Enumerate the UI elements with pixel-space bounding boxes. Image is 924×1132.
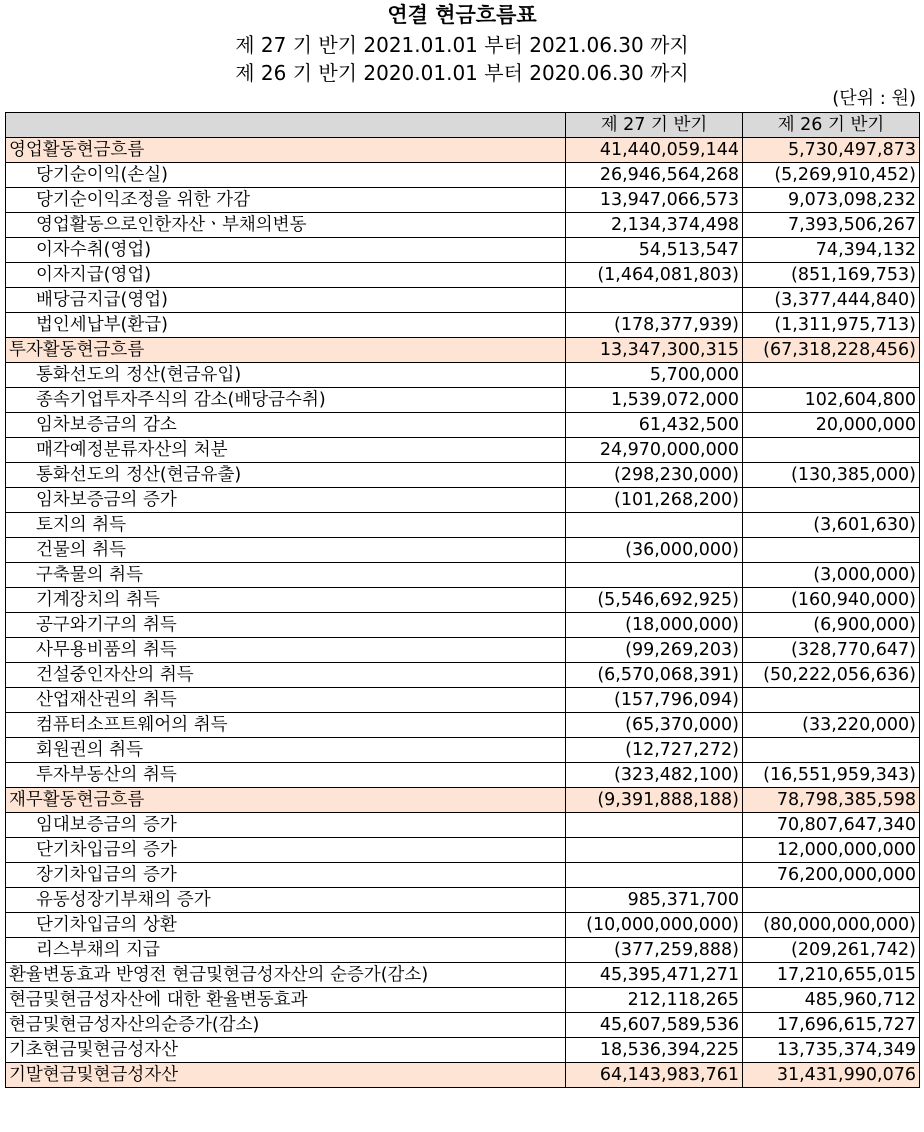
row-prior-value: (50,222,056,636): [743, 663, 920, 688]
table-row: [6, 888, 920, 913]
row-current-value: 985,371,700: [566, 888, 743, 913]
row-prior-value: (67,318,228,456): [743, 338, 920, 363]
row-prior-value: 485,960,712: [743, 988, 920, 1013]
row-current-value: (99,269,203): [566, 638, 743, 663]
row-current-value: [566, 813, 743, 838]
row-label: 건설중인자산의 취득: [6, 663, 566, 688]
row-current-value: (12,727,272): [566, 738, 743, 763]
row-label: 영업활동현금흐름: [6, 138, 566, 163]
row-label: 투자부동산의 취득: [6, 763, 566, 788]
row-prior-value: (851,169,753): [743, 263, 920, 288]
row-label: 리스부채의 지급: [6, 938, 566, 963]
row-label: 기초현금및현금성자산: [6, 1038, 566, 1063]
row-current-value: (36,000,000): [566, 538, 743, 563]
row-prior-value: [743, 363, 920, 388]
row-current-value: (377,259,888): [566, 938, 743, 963]
table-row: [6, 413, 920, 438]
row-prior-value: (3,377,444,840): [743, 288, 920, 313]
row-label: 산업재산권의 취득: [6, 688, 566, 713]
row-label: 건물의 취득: [6, 538, 566, 563]
table-row: [6, 263, 920, 288]
period-prior: 제 26 기 반기 2020.01.01 부터 2020.06.30 까지: [235, 61, 689, 85]
table-row: [6, 213, 920, 238]
table-row: [6, 788, 920, 813]
row-label: 기말현금및현금성자산: [6, 1063, 566, 1088]
table-row: [6, 863, 920, 888]
row-prior-value: (130,385,000): [743, 463, 920, 488]
row-current-value: (178,377,939): [566, 313, 743, 338]
row-current-value: 18,536,394,225: [566, 1038, 743, 1063]
table-row: [6, 988, 920, 1013]
row-label: 통화선도의 정산(현금유출): [6, 463, 566, 488]
row-current-value: [566, 513, 743, 538]
row-prior-value: (33,220,000): [743, 713, 920, 738]
row-current-value: 24,970,000,000: [566, 438, 743, 463]
row-label: 통화선도의 정산(현금유입): [6, 363, 566, 388]
row-prior-value: (209,261,742): [743, 938, 920, 963]
table-row: [6, 938, 920, 963]
row-label: 현금및현금성자산에 대한 환율변동효과: [6, 988, 566, 1013]
table-row: [6, 163, 920, 188]
row-label: 기계장치의 취득: [6, 588, 566, 613]
row-current-value: (323,482,100): [566, 763, 743, 788]
row-current-value: (18,000,000): [566, 613, 743, 638]
row-prior-value: 102,604,800: [743, 388, 920, 413]
row-prior-value: [743, 488, 920, 513]
row-label: 이자수취(영업): [6, 238, 566, 263]
row-prior-value: 76,200,000,000: [743, 863, 920, 888]
row-prior-value: [743, 738, 920, 763]
row-prior-value: (160,940,000): [743, 588, 920, 613]
row-prior-value: 17,210,655,015: [743, 963, 920, 988]
row-label: 구축물의 취득: [6, 563, 566, 588]
table-row: [6, 588, 920, 613]
row-label: 재무활동현금흐름: [6, 788, 566, 813]
row-prior-value: 7,393,506,267: [743, 213, 920, 238]
row-current-value: 26,946,564,268: [566, 163, 743, 188]
row-label: 컴퓨터소프트웨어의 취득: [6, 713, 566, 738]
row-current-value: 5,700,000: [566, 363, 743, 388]
row-current-value: [566, 863, 743, 888]
row-current-value: (9,391,888,188): [566, 788, 743, 813]
row-current-value: 13,947,066,573: [566, 188, 743, 213]
row-prior-value: 12,000,000,000: [743, 838, 920, 863]
table-row: [6, 463, 920, 488]
row-current-value: (101,268,200): [566, 488, 743, 513]
table-row: [6, 388, 920, 413]
table-row: [6, 563, 920, 588]
row-prior-value: [743, 438, 920, 463]
row-prior-value: (3,000,000): [743, 563, 920, 588]
row-label: 배당금지급(영업): [6, 288, 566, 313]
row-prior-value: (16,551,959,343): [743, 763, 920, 788]
table-row: [6, 513, 920, 538]
table-row: [6, 238, 920, 263]
row-label: 법인세납부(환급): [6, 313, 566, 338]
row-label: 현금및현금성자산의순증가(감소): [6, 1013, 566, 1038]
table-row: [6, 963, 920, 988]
row-prior-value: 20,000,000: [743, 413, 920, 438]
row-label: 토지의 취득: [6, 513, 566, 538]
row-label: 단기차입금의 증가: [6, 838, 566, 863]
table-row: [6, 838, 920, 863]
row-label: 임대보증금의 증가: [6, 813, 566, 838]
table-row: [6, 138, 920, 163]
row-label: 사무용비품의 취득: [6, 638, 566, 663]
table-row: [6, 763, 920, 788]
document-title: 연결 현금흐름표: [387, 3, 537, 27]
row-prior-value: (1,311,975,713): [743, 313, 920, 338]
row-current-value: (298,230,000): [566, 463, 743, 488]
row-prior-value: (5,269,910,452): [743, 163, 920, 188]
row-label: 회원권의 취득: [6, 738, 566, 763]
row-prior-value: (3,601,630): [743, 513, 920, 538]
row-prior-value: 78,798,385,598: [743, 788, 920, 813]
row-current-value: 212,118,265: [566, 988, 743, 1013]
table-row: [6, 1063, 920, 1088]
row-prior-value: 31,431,990,076: [743, 1063, 920, 1088]
table-row: [6, 688, 920, 713]
table-row: [6, 288, 920, 313]
row-label: 매각예정분류자산의 처분: [6, 438, 566, 463]
table-row: [6, 663, 920, 688]
row-current-value: 45,395,471,271: [566, 963, 743, 988]
row-prior-value: (328,770,647): [743, 638, 920, 663]
row-current-value: [566, 288, 743, 313]
row-prior-value: 5,730,497,873: [743, 138, 920, 163]
row-label: 임차보증금의 감소: [6, 413, 566, 438]
row-label: 단기차입금의 상환: [6, 913, 566, 938]
row-prior-value: [743, 688, 920, 713]
table-row: [6, 313, 920, 338]
table-row: [6, 338, 920, 363]
table-row: [6, 638, 920, 663]
row-current-value: (6,570,068,391): [566, 663, 743, 688]
row-prior-value: [743, 538, 920, 563]
row-label: 유동성장기부채의 증가: [6, 888, 566, 913]
row-label: 이자지급(영업): [6, 263, 566, 288]
row-current-value: 61,432,500: [566, 413, 743, 438]
table-row: [6, 1013, 920, 1038]
row-prior-value: 74,394,132: [743, 238, 920, 263]
unit-label: (단위 : 원): [832, 88, 916, 109]
table-row: [6, 713, 920, 738]
table-row: [6, 438, 920, 463]
row-label: 환율변동효과 반영전 현금및현금성자산의 순증가(감소): [6, 963, 566, 988]
row-label: 영업활동으로인한자산ㆍ부채의변동: [6, 213, 566, 238]
header-current-period: 제 27 기 반기: [566, 113, 743, 138]
table-row: [6, 613, 920, 638]
table-header-row: [6, 113, 920, 138]
table-body: [6, 138, 920, 1088]
cash-flow-table: [5, 112, 920, 1088]
row-current-value: 1,539,072,000: [566, 388, 743, 413]
row-prior-value: (80,000,000,000): [743, 913, 920, 938]
table-row: [6, 1038, 920, 1063]
row-label: 장기차입금의 증가: [6, 863, 566, 888]
table-row: [6, 488, 920, 513]
row-current-value: 64,143,983,761: [566, 1063, 743, 1088]
row-prior-value: 9,073,098,232: [743, 188, 920, 213]
row-label: 당기순이익(손실): [6, 163, 566, 188]
table-row: [6, 738, 920, 763]
row-label: 임차보증금의 증가: [6, 488, 566, 513]
row-current-value: 54,513,547: [566, 238, 743, 263]
row-current-value: 13,347,300,315: [566, 338, 743, 363]
row-current-value: (1,464,081,803): [566, 263, 743, 288]
row-label: 공구와기구의 취득: [6, 613, 566, 638]
row-prior-value: (6,900,000): [743, 613, 920, 638]
row-current-value: (10,000,000,000): [566, 913, 743, 938]
row-prior-value: 17,696,615,727: [743, 1013, 920, 1038]
table-row: [6, 913, 920, 938]
table-row: [6, 363, 920, 388]
row-current-value: (157,796,094): [566, 688, 743, 713]
row-prior-value: [743, 888, 920, 913]
row-prior-value: 70,807,647,340: [743, 813, 920, 838]
table-row: [6, 188, 920, 213]
row-current-value: [566, 838, 743, 863]
row-label: 투자활동현금흐름: [6, 338, 566, 363]
row-current-value: 45,607,589,536: [566, 1013, 743, 1038]
row-current-value: 2,134,374,498: [566, 213, 743, 238]
header-prior-period: 제 26 기 반기: [743, 113, 920, 138]
row-current-value: 41,440,059,144: [566, 138, 743, 163]
period-current: 제 27 기 반기 2021.01.01 부터 2021.06.30 까지: [235, 33, 689, 57]
row-prior-value: 13,735,374,349: [743, 1038, 920, 1063]
row-label: 종속기업투자주식의 감소(배당금수취): [6, 388, 566, 413]
row-label: 당기순이익조정을 위한 가감: [6, 188, 566, 213]
header-label: [6, 113, 566, 138]
table-row: [6, 813, 920, 838]
row-current-value: [566, 563, 743, 588]
row-current-value: (65,370,000): [566, 713, 743, 738]
row-current-value: (5,546,692,925): [566, 588, 743, 613]
table-row: [6, 538, 920, 563]
